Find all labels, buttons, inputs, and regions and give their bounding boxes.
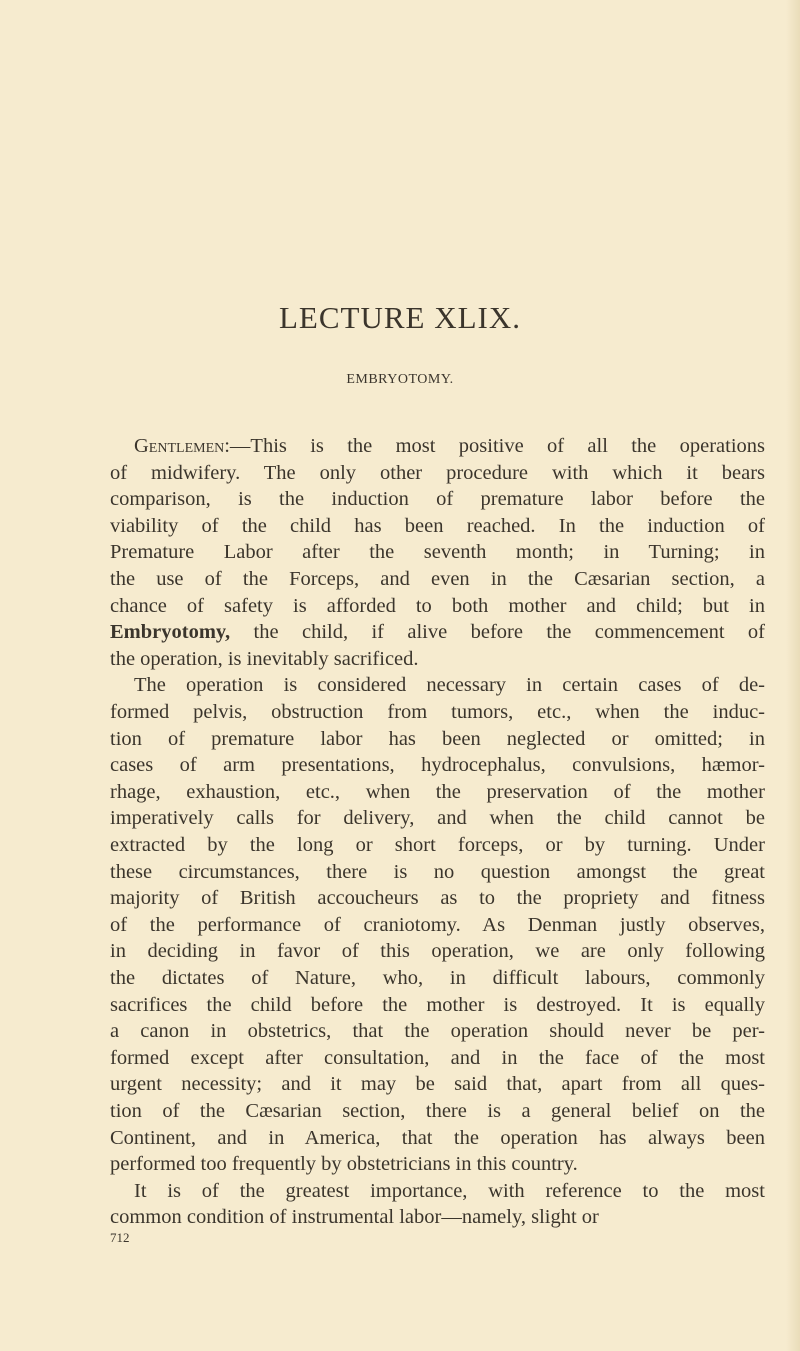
text-line: comparison, is the induction of premature labor before the [110, 488, 765, 511]
text-line: a canon in obstetrics, that the operation should never be per- [110, 1020, 765, 1043]
text-line-rest: :—This is the most positive of all the operations [224, 435, 765, 457]
text-line: tion of the Cæsarian section, there is a general belief on the [110, 1100, 765, 1122]
text-line [110, 620, 765, 644]
text-line: rhage, exhaustion, etc., when the preservation of the mother [110, 780, 765, 803]
text-line: sacrifices the child before the mother is destroyed. It is equally [110, 993, 765, 1016]
text-line: the dictates of Nature, who, in difficult labours, commonly [110, 967, 765, 989]
text-line: extracted by the long or short forceps, or by turning. Under [110, 834, 765, 856]
text-line: majority of British accoucheurs as to the propriety and fitness [110, 887, 765, 910]
text-line: the use of the Forceps, and even in the Cæsarian section, a [110, 568, 765, 590]
text-line: cases of arm presentations, hydrocephalus, convulsions, hæmor- [110, 754, 765, 777]
text-line: performed too frequently by obstetricians in this country. [110, 1153, 578, 1176]
text-line: viability of the child has been reached. In the induction of [110, 514, 765, 537]
text-line: Premature Labor after the seventh month; in Turning; in [110, 541, 765, 564]
page-number: 712 [110, 1230, 130, 1245]
text-line: formed except after consultation, and in the face of the most [110, 1046, 765, 1069]
text-line: these circumstances, there is no question amongst the great [110, 860, 765, 883]
text-line: Continent, and in America, that the operation has always been [110, 1126, 765, 1149]
text-line: of the performance of craniotomy. As Denman justly observes, [110, 913, 765, 936]
text-line: The operation is considered necessary in certain cases of de- [134, 674, 765, 697]
lecture-title: LECTURE XLIX. [278, 300, 522, 335]
text-line-rest: the child, if alive before the commencement of [230, 621, 765, 644]
bold-term: Embryotomy, [110, 621, 231, 644]
text-line: the operation, is inevitably sacrificed. [110, 647, 419, 670]
text-line: of midwifery. The only other procedure with which it bears [110, 461, 765, 484]
text-line: imperatively calls for delivery, and when the child cannot be [110, 807, 765, 830]
text-line: in deciding in favor of this operation, we are only following [110, 940, 765, 963]
text-line [134, 434, 765, 458]
text-line: tion of premature labor has been neglected or omitted; in [110, 727, 765, 750]
text-line: formed pelvis, obstruction from tumors, etc., when the induc- [110, 701, 765, 723]
text-line: It is of the greatest importance, with reference to the most [134, 1179, 765, 1202]
text-line: chance of safety is afforded to both mother and child; but in [110, 594, 765, 617]
lecture-subtitle: EMBRYOTOMY. [346, 372, 454, 387]
salutation: Gentlemen [134, 435, 225, 457]
page-edge-shadow [786, 0, 800, 1351]
text-line: urgent necessity; and it may be said that, apart from all ques- [110, 1073, 765, 1096]
text-line: common condition of instrumental labor—namely, slight or [110, 1206, 599, 1229]
